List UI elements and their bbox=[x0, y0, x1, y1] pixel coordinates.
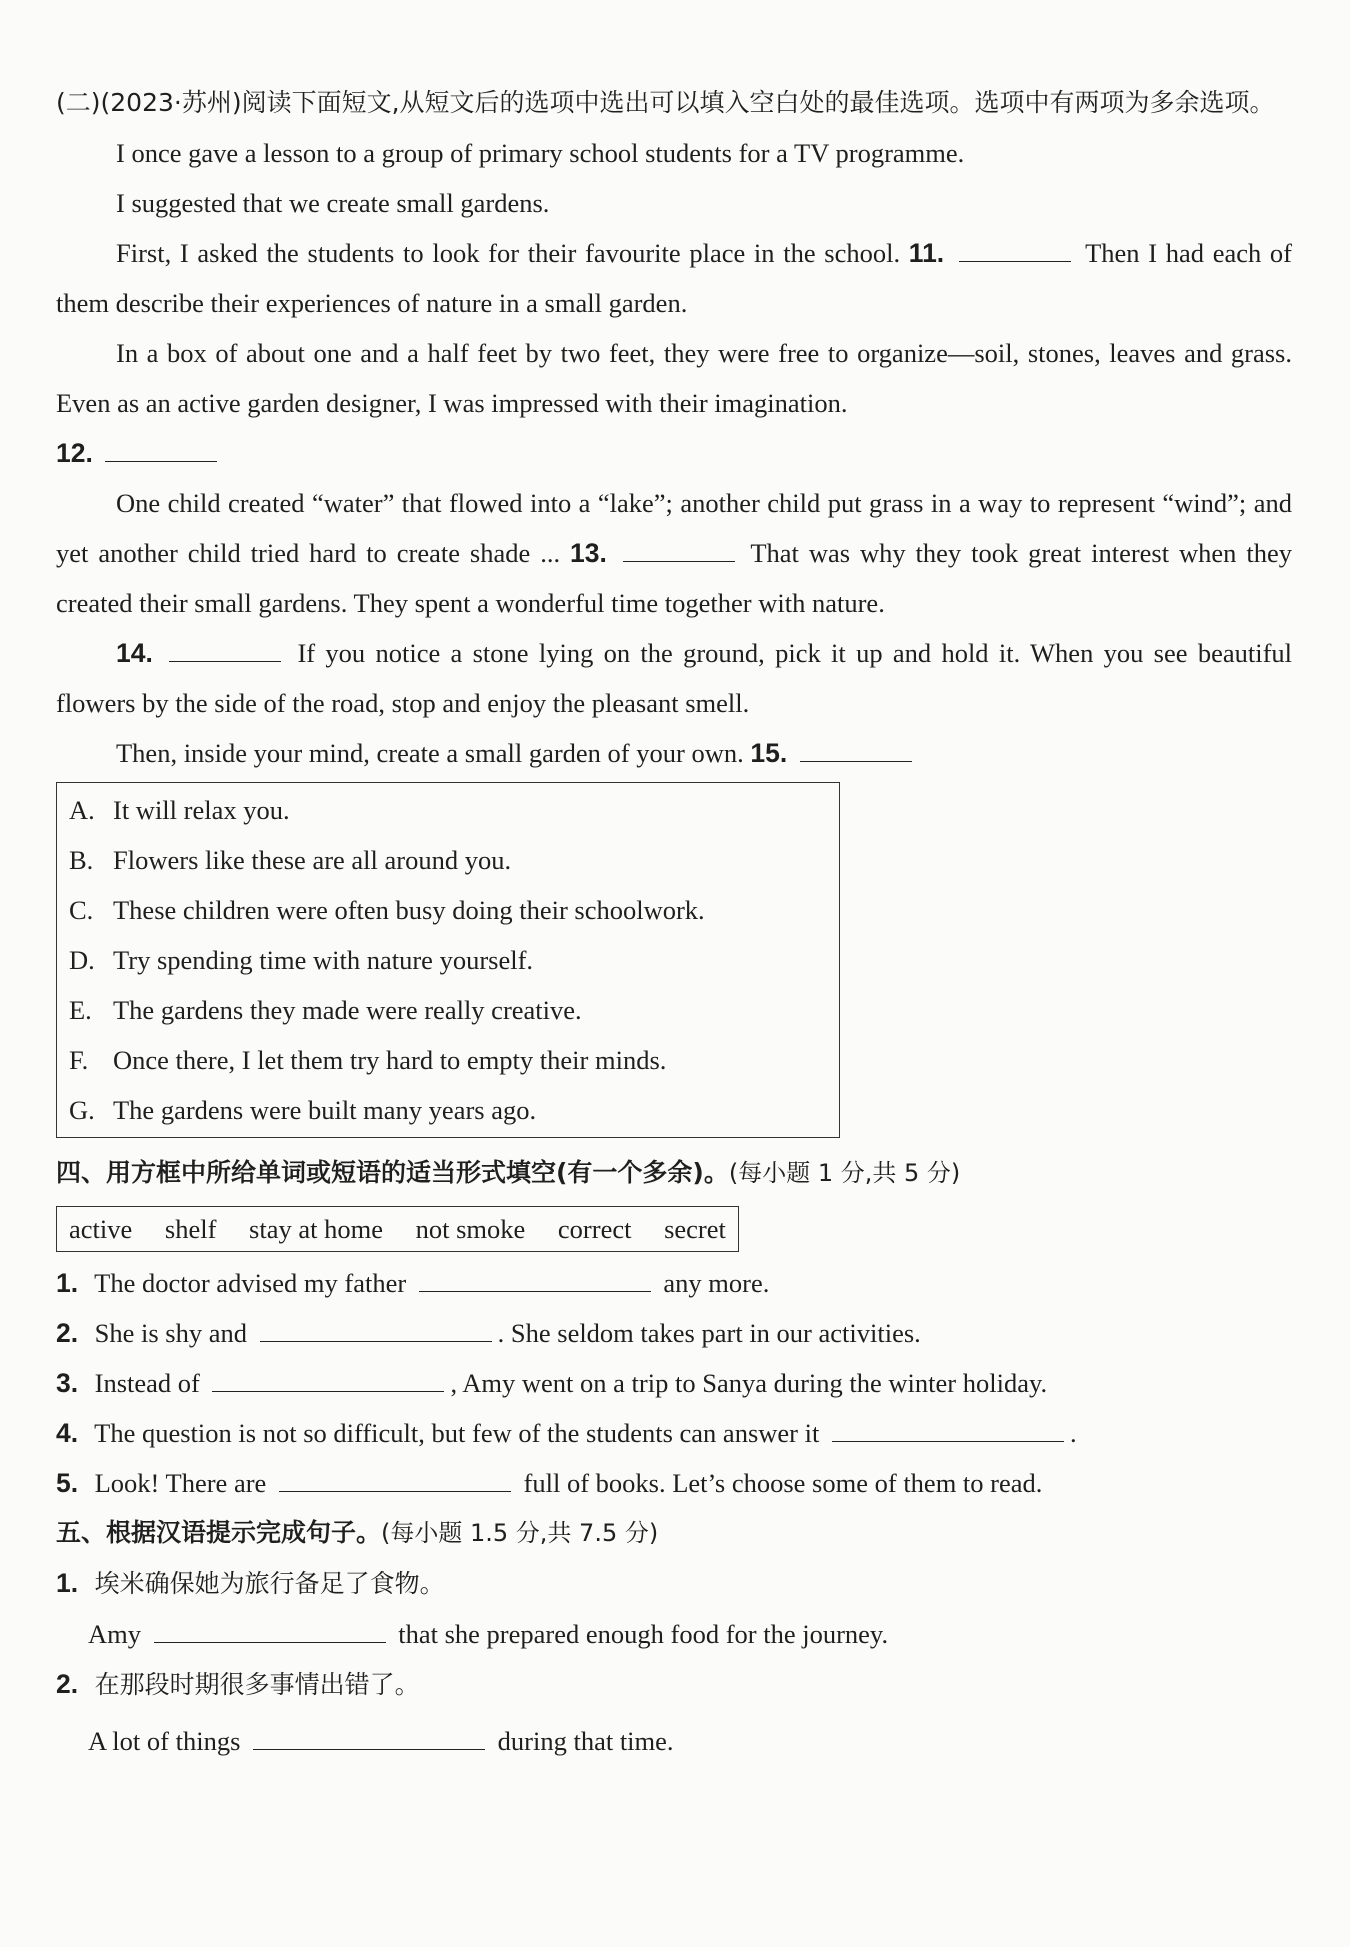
question-number: 4. bbox=[56, 1418, 79, 1448]
passage-paragraph-7 bbox=[56, 728, 1292, 778]
question-number-11: 11. bbox=[908, 238, 945, 268]
section-4-heading bbox=[56, 1148, 1292, 1198]
word-bank-item: not smoke bbox=[415, 1214, 526, 1244]
question-text: Look! There are bbox=[94, 1468, 267, 1498]
section-4-score: (每小题 1 分,共 5 分) bbox=[728, 1159, 961, 1187]
options-box bbox=[56, 782, 840, 1138]
answer-blank-11[interactable] bbox=[959, 235, 1071, 262]
passage-text: First, I asked the students to look for their favourite place in the school. bbox=[116, 238, 901, 268]
section-5-title: 五、根据汉语提示完成句子。 bbox=[56, 1518, 382, 1547]
translate-question-1 bbox=[56, 1558, 1292, 1609]
fill-question-1 bbox=[56, 1258, 1292, 1308]
question-number: 1. bbox=[56, 1268, 79, 1298]
option-letter: E. bbox=[69, 995, 92, 1025]
option-letter: F. bbox=[69, 1045, 89, 1075]
question-text: full of books. Let’s choose some of them to read. bbox=[523, 1468, 1043, 1498]
option-item bbox=[69, 1085, 825, 1135]
option-text: The gardens were built many years ago. bbox=[113, 1095, 537, 1125]
passage-paragraph-4: In a box of about one and a half feet by two feet, they were free to organize—soil, stones, leaves and grass. Even as an active garden designer, I was impressed with their imagination. bbox=[56, 338, 1292, 418]
option-item bbox=[69, 935, 825, 985]
question-text: any more. bbox=[663, 1268, 770, 1298]
option-letter: B. bbox=[69, 845, 94, 875]
translate-question-2 bbox=[56, 1659, 1292, 1710]
fill-question-3 bbox=[56, 1358, 1292, 1408]
word-bank-box bbox=[56, 1206, 739, 1252]
option-item bbox=[69, 1035, 825, 1085]
answer-blank[interactable] bbox=[419, 1265, 651, 1292]
section-4-title: 四、用方框中所给单词或短语的适当形式填空(有一个多余)。 bbox=[56, 1158, 729, 1187]
translate-answer-line-2 bbox=[56, 1716, 1292, 1766]
passage-paragraph-5 bbox=[56, 478, 1292, 628]
option-text: It will relax you. bbox=[113, 795, 290, 825]
section-5-heading bbox=[56, 1508, 1292, 1558]
question-text: The question is not so difficult, but few of the students can answer it bbox=[94, 1418, 820, 1448]
option-letter: A. bbox=[69, 795, 95, 825]
passage-paragraph-6 bbox=[56, 628, 1292, 728]
option-letter: G. bbox=[69, 1095, 95, 1125]
option-letter: D. bbox=[69, 945, 95, 975]
question-number: 1. bbox=[56, 1568, 79, 1598]
question-text: during that time. bbox=[497, 1726, 674, 1756]
passage-paragraph-3 bbox=[56, 228, 1292, 328]
answer-blank[interactable] bbox=[260, 1315, 492, 1342]
option-text: The gardens they made were really creative. bbox=[113, 995, 582, 1025]
chinese-prompt: 在那段时期很多事情出错了。 bbox=[94, 1670, 420, 1699]
passage-text: Then, inside your mind, create a small garden of your own. bbox=[116, 738, 744, 768]
answer-blank[interactable] bbox=[154, 1616, 386, 1643]
answer-blank-13[interactable] bbox=[623, 535, 735, 562]
section-5-score: (每小题 1.5 分,共 7.5 分) bbox=[381, 1519, 659, 1547]
answer-blank-15[interactable] bbox=[800, 735, 912, 762]
fill-question-4 bbox=[56, 1408, 1292, 1458]
fill-question-2 bbox=[56, 1308, 1292, 1358]
worksheet-content bbox=[56, 78, 1292, 1766]
question-number-14: 14. bbox=[116, 638, 153, 668]
option-text: Flowers like these are all around you. bbox=[113, 845, 512, 875]
passage-text: That was why they took great interest when they created their small gardens. They spent a wonderful time together with nature. bbox=[56, 538, 1293, 618]
question-number: 5. bbox=[56, 1468, 79, 1498]
option-item bbox=[69, 985, 825, 1035]
question-number-15: 15. bbox=[750, 738, 788, 768]
question-text: A lot of things bbox=[88, 1726, 241, 1756]
answer-blank-14[interactable] bbox=[169, 635, 281, 662]
question-text: Amy bbox=[88, 1619, 141, 1649]
word-bank-item: active bbox=[69, 1214, 133, 1244]
question-text: , Amy went on a trip to Sanya during the winter holiday. bbox=[450, 1368, 1048, 1398]
passage-text: One child created “water” that flowed into a “lake”; another child put grass in a way to represent “wind”; and yet another child tried hard to create shade ... bbox=[56, 488, 1292, 568]
question-text: . She seldom takes part in our activities. bbox=[497, 1318, 921, 1348]
option-item bbox=[69, 785, 825, 835]
question-text: The doctor advised my father bbox=[94, 1268, 407, 1298]
answer-blank[interactable] bbox=[832, 1415, 1064, 1442]
option-text: These children were often busy doing their schoolwork. bbox=[113, 895, 705, 925]
option-item bbox=[69, 835, 825, 885]
passage-paragraph-1: I once gave a lesson to a group of primary school students for a TV programme. bbox=[116, 138, 965, 168]
option-text: Once there, I let them try hard to empty their minds. bbox=[113, 1045, 667, 1075]
fill-question-5 bbox=[56, 1458, 1292, 1508]
chinese-prompt: 埃米确保她为旅行备足了食物。 bbox=[94, 1569, 445, 1598]
word-bank-item: shelf bbox=[164, 1214, 217, 1244]
word-bank-item: correct bbox=[557, 1214, 632, 1244]
answer-blank[interactable] bbox=[253, 1723, 485, 1750]
question-number-12: 12. bbox=[56, 438, 93, 468]
answer-blank[interactable] bbox=[212, 1365, 444, 1392]
reading-intro: (二)(2023·苏州)阅读下面短文,从短文后的选项中选出可以填入空白处的最佳选项。选项中有两项为多余选项。 bbox=[56, 88, 1275, 117]
question-text: that she prepared enough food for the journey. bbox=[398, 1619, 889, 1649]
passage-text: Then I had each of them describe their experiences of nature in a small garden. bbox=[56, 238, 1292, 318]
option-text: Try spending time with nature yourself. bbox=[113, 945, 534, 975]
question-text: . bbox=[1069, 1418, 1077, 1448]
translate-answer-line-1 bbox=[56, 1609, 1292, 1659]
option-item bbox=[69, 885, 825, 935]
question-number-13: 13. bbox=[570, 538, 607, 568]
question-number: 2. bbox=[56, 1669, 79, 1699]
passage-paragraph-2: I suggested that we create small gardens. bbox=[116, 188, 550, 218]
word-bank-item: stay at home bbox=[249, 1214, 383, 1244]
answer-blank[interactable] bbox=[279, 1465, 511, 1492]
question-number: 3. bbox=[56, 1368, 79, 1398]
word-bank-item: secret bbox=[664, 1214, 726, 1244]
question-text: Instead of bbox=[94, 1368, 200, 1398]
answer-blank-12[interactable] bbox=[105, 435, 217, 462]
question-12-line bbox=[56, 428, 1292, 478]
option-letter: C. bbox=[69, 895, 94, 925]
passage-text: If you notice a stone lying on the ground, pick it up and hold it. When you see beautiful flowers by the side of the road, stop and enjoy the pleasant smell. bbox=[56, 638, 1293, 718]
question-text: She is shy and bbox=[94, 1318, 247, 1348]
question-number: 2. bbox=[56, 1318, 79, 1348]
